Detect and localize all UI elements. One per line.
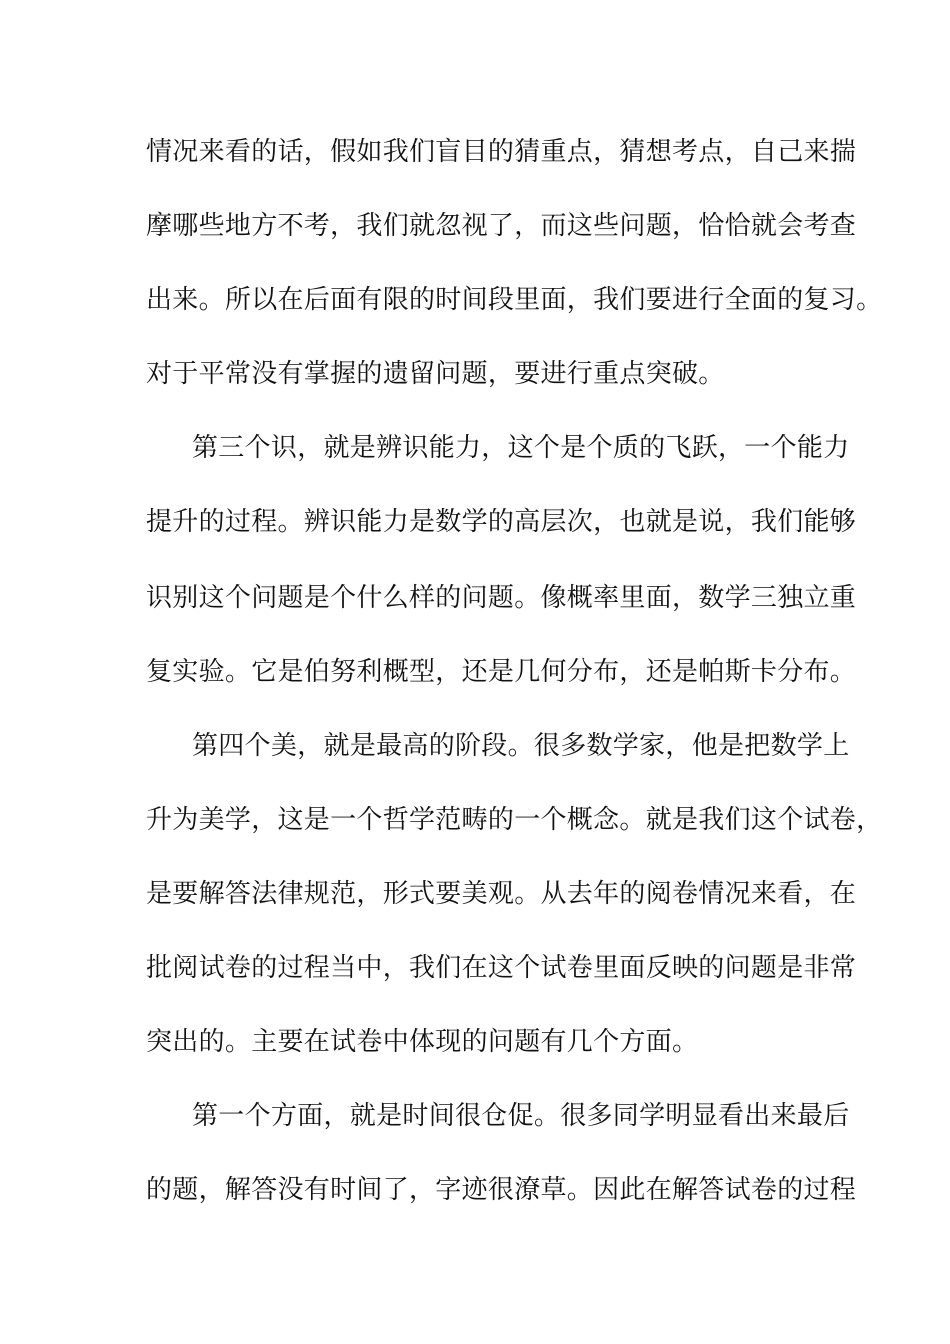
text-line: 复实验。它是伯努利概型，还是几何分布，还是帕斯卡分布。 <box>146 657 857 687</box>
text-line: 摩哪些地方不考，我们就忽视了，而这些问题，恰恰就会考查 <box>146 211 857 241</box>
paragraph-first-line: 第一个方面，就是时间很仓促。很多同学明显看出来最后 <box>192 1101 850 1131</box>
text-line: 出来。所以在后面有限的时间段里面，我们要进行全面的复习。 <box>146 285 883 315</box>
paragraph-first-line: 第四个美，就是最高的阶段。很多数学家，他是把数学上 <box>192 731 850 761</box>
text-line: 对于平常没有掌握的遗留问题，要进行重点突破。 <box>146 359 725 389</box>
text-line: 批阅试卷的过程当中，我们在这个试卷里面反映的问题是非常 <box>146 953 857 983</box>
text-line: 升为美学，这是一个哲学范畴的一个概念。就是我们这个试卷， <box>146 805 883 835</box>
text-line: 提升的过程。辨识能力是数学的高层次，也就是说，我们能够 <box>146 507 857 537</box>
text-line: 突出的。主要在试卷中体现的问题有几个方面。 <box>146 1027 699 1057</box>
paragraph-first-line: 第三个识，就是辨识能力，这个是个质的飞跃，一个能力 <box>192 433 850 463</box>
text-line: 是要解答法律规范，形式要美观。从去年的阅卷情况来看，在 <box>146 879 857 909</box>
text-line: 识别这个问题是个什么样的问题。像概率里面，数学三独立重 <box>146 583 857 613</box>
text-line: 情况来看的话，假如我们盲目的猜重点，猜想考点，自己来揣 <box>146 137 857 167</box>
text-line: 的题，解答没有时间了，字迹很潦草。因此在解答试卷的过程 <box>146 1175 857 1205</box>
